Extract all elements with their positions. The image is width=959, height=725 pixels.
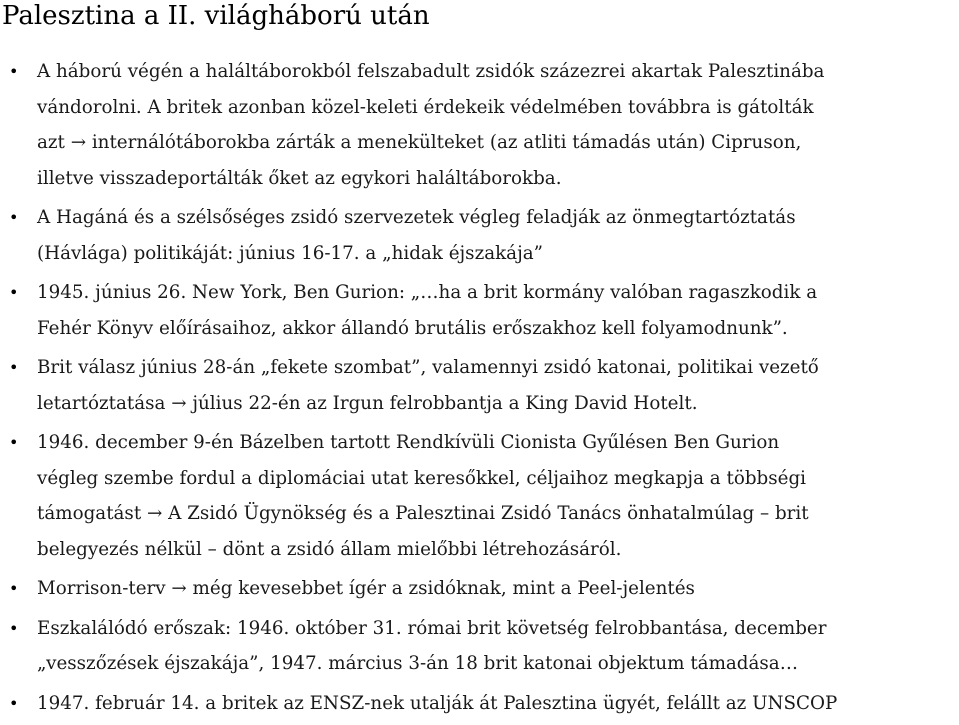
bullet-line: letartóztatása → július 22-én az Irgun felrobbantja a King David Hotelt. — [37, 392, 698, 414]
bullet-dot-icon: • — [9, 62, 19, 81]
bullet-line: vándorolni. A britek azonban közel-keleti érdekeik védelmében továbbra is gátolták — [37, 96, 814, 118]
bullet-line: azt → internálótáborokba zárták a menekülteket (az atliti támadás után) Cipruson, — [37, 132, 802, 153]
slide-title: Palesztina a II. világháború után — [2, 1, 430, 31]
bullet-line: (Hávlága) politikáját: június 16-17. a „hidak éjszakája” — [37, 242, 543, 264]
bullet-line: belegyezés nélkül – dönt a zsidó állam mielőbbi létrehozásáról. — [37, 538, 622, 560]
bullet-line: támogatást → A Zsidó Ügynökség és a Palesztinai Zsidó Tanács önhatalmúlag – brit — [37, 503, 809, 524]
bullet-list — [0, 54, 959, 725]
bullet-line: „vesszőzések éjszakája”, 1947. március 3-án 18 brit katonai objektum támadása… — [37, 653, 798, 674]
bullet-line: 1945. június 26. New York, Ben Gurion: „…ha a brit kormány valóban ragaszkodik a — [37, 282, 818, 303]
bullet-line: Fehér Könyv előírásaihoz, akkor állandó brutális erőszakhoz kell folyamodnunk”. — [37, 317, 788, 339]
bullet-item-basel-congress — [0, 425, 959, 567]
bullet-dot-icon: • — [9, 283, 19, 302]
bullet-item-hagana — [0, 200, 959, 271]
bullet-line: Brit válasz június 28-án „fekete szombat”, valamennyi zsidó katonai, politikai vezető — [37, 357, 819, 378]
bullet-dot-icon: • — [9, 433, 19, 452]
bullet-line: illetve visszadeportálták őket az egykori haláltáborokba. — [37, 167, 562, 189]
bullet-item-escalating-violence — [0, 611, 959, 682]
bullet-item-black-saturday — [0, 350, 959, 421]
bullet-item-unscop — [0, 686, 959, 722]
bullet-dot-icon: • — [9, 579, 19, 598]
bullet-dot-icon: • — [9, 358, 19, 377]
bullet-dot-icon: • — [9, 693, 19, 713]
bullet-line: 1946. december 9-én Bázelben tartott Rendkívüli Cionista Gyűlésen Ben Gurion — [37, 432, 780, 453]
bullet-line: A Hagáná és a szélsőséges zsidó szervezetek végleg feladják az önmegtartóztatás — [37, 207, 796, 228]
bullet-line: 1947. február 14. a britek az ENSZ-nek utalják át Palesztina ügyét, felállt az UNSCOP — [37, 692, 838, 714]
bullet-dot-icon: • — [9, 618, 19, 638]
bullet-line: végleg szembe fordul a diplomáciai utat keresőkkel, céljaihoz megkapja a többségi — [37, 467, 806, 489]
bullet-dot-icon: • — [9, 208, 19, 227]
bullet-item-postwar-refugees — [0, 54, 959, 196]
bullet-line: Morrison-terv → még kevesebbet ígér a zsidóknak, mint a Peel-jelentés — [37, 578, 695, 599]
bullet-line: Eszkalálódó erőszak: 1946. október 31. római brit követség felrobbantása, december — [37, 617, 827, 639]
bullet-line: A háború végén a haláltáborokból felszabadult zsidók százezrei akartak Palesztinába — [37, 61, 825, 82]
bullet-item-ben-gurion-1945 — [0, 275, 959, 346]
bullet-item-morrison-plan — [0, 571, 959, 607]
